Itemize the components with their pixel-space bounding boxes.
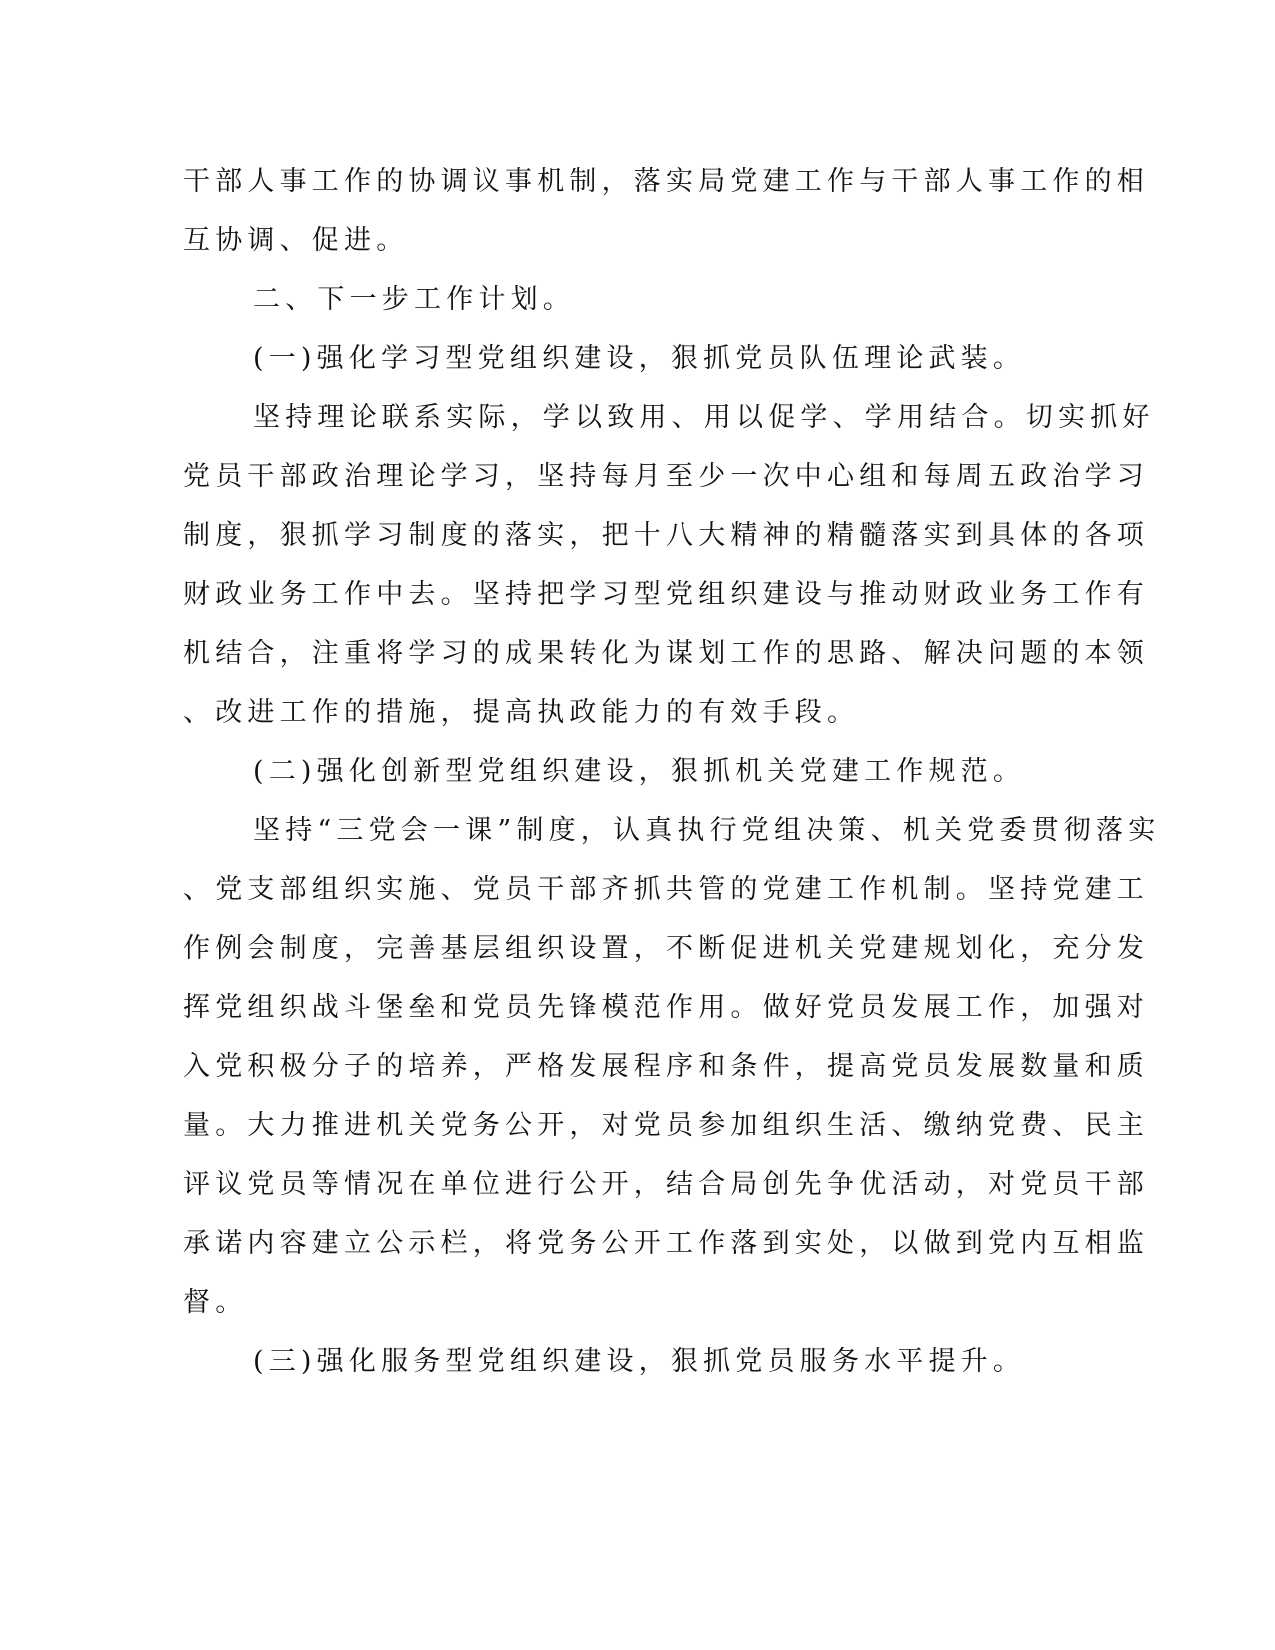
line: 作例会制度，完善基层组织设置，不断促进机关党建规划化，充分发: [183, 933, 1149, 964]
line: 坚持“三党会一课”制度，认真执行党组决策、机关党委贯彻落实: [253, 815, 1161, 846]
section-heading: 二、下一步工作计划。: [253, 284, 575, 315]
line: 互协调、促进。: [183, 225, 409, 256]
line: 党员干部政治理论学习，坚持每月至少一次中心组和每周五政治学习: [183, 461, 1149, 492]
subsection-heading: (三)强化服务型党组织建设，狠抓党员服务水平提升。: [253, 1346, 1026, 1377]
line: 评议党员等情况在单位进行公开，结合局创先争优活动，对党员干部: [183, 1169, 1149, 1200]
line: 量。大力推进机关党务公开，对党员参加组织生活、缴纳党费、民主: [183, 1110, 1149, 1141]
line: 财政业务工作中去。坚持把学习型党组织建设与推动财政业务工作有: [183, 579, 1149, 610]
line: 、改进工作的措施，提高执政能力的有效手段。: [183, 697, 860, 728]
line: 机结合，注重将学习的成果转化为谋划工作的思路、解决问题的本领: [183, 638, 1149, 669]
subsection-heading: (二)强化创新型党组织建设，狠抓机关党建工作规范。: [253, 756, 1026, 787]
line: 坚持理论联系实际，学以致用、用以促学、学用结合。切实抓好: [253, 402, 1155, 433]
line: 承诺内容建立公示栏，将党务公开工作落到实处，以做到党内互相监: [183, 1228, 1149, 1259]
line: 制度，狠抓学习制度的落实，把十八大精神的精髓落实到具体的各项: [183, 520, 1149, 551]
line: 入党积极分子的培养，严格发展程序和条件，提高党员发展数量和质: [183, 1051, 1149, 1082]
line: 督。: [183, 1287, 248, 1318]
document-body: [183, 152, 1161, 1391]
line: 干部人事工作的协调议事机制，落实局党建工作与干部人事工作的相: [183, 166, 1149, 197]
line: 挥党组织战斗堡垒和党员先锋模范作用。做好党员发展工作，加强对: [183, 992, 1149, 1023]
line: 、党支部组织实施、党员干部齐抓共管的党建工作机制。坚持党建工: [183, 874, 1149, 905]
subsection-heading: (一)强化学习型党组织建设，狠抓党员队伍理论武装。: [253, 343, 1026, 374]
